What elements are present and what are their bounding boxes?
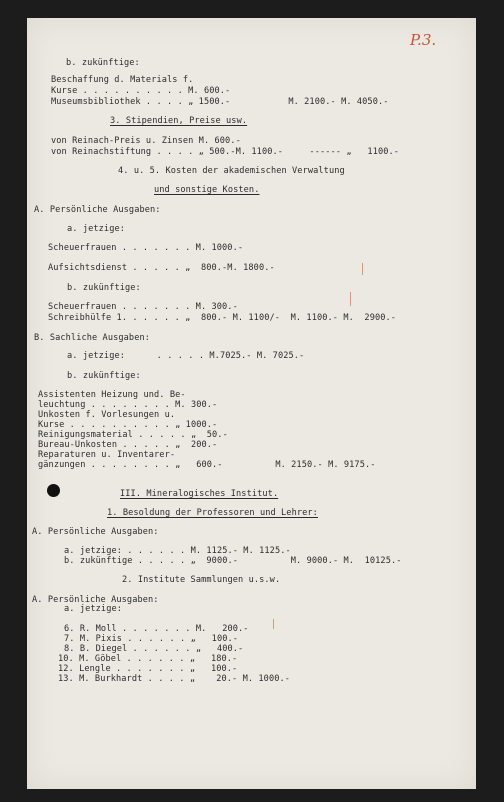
text-line: 6. R. Moll . . . . . . . M. 200.- (64, 624, 249, 634)
text-line: A. Persönliche Ausgaben: (32, 595, 159, 605)
text-line: Reparaturen u. Inventarer- (38, 450, 176, 460)
text-line: Unkosten f. Vorlesungen u. (38, 410, 176, 420)
pencil-mark (362, 263, 363, 275)
folio-number: P.3. (410, 31, 437, 49)
text-line: Beschaffung d. Materials f. (51, 75, 194, 85)
text-line: und sonstige Kosten. (154, 185, 260, 195)
pencil-mark (273, 619, 274, 629)
text-line: 1. Besoldung der Professoren und Lehrer: (107, 508, 318, 518)
text-line: leuchtung . . . . . . . . M. 300.- (38, 400, 218, 410)
text-line: b. zukünftige . . . . . „ 9000.- M. 9000.- M. 10125.- (64, 556, 402, 566)
text-line: 13. M. Burkhardt . . . . „ 20.- M. 1000.- (58, 674, 291, 684)
text-line: A. Persönliche Ausgaben: (34, 205, 161, 215)
text-line: Kurse . . . . . . . . . . M. 600.- (51, 86, 231, 96)
text-line: 7. M. Pixis . . . . . . „ 100.- (64, 634, 239, 644)
text-line: Schreibhülfe 1. . . . . . „ 800.- M. 1100/- M. 1100.- M. 2900.- (48, 313, 397, 323)
text-line: III. Mineralogisches Institut. (120, 489, 279, 499)
text-line: von Reinach-Preis u. Zinsen M. 600.- (51, 136, 241, 146)
text-line: a. jetzige: . . . . . M.7025.- M. 7025.- (67, 351, 305, 361)
text-line: B. Sachliche Ausgaben: (34, 333, 151, 343)
text-line: Kurse . . . . . . . . . . „ 1000.- (38, 420, 218, 430)
text-line: Reinigungsmaterial . . . . . „ 50.- (38, 430, 228, 440)
pencil-mark (350, 292, 351, 306)
text-line: A. Persönliche Ausgaben: (32, 527, 159, 537)
text-line: von Reinachstiftung . . . . „ 500.-M. 1100.- ------ „ 1100.- (51, 147, 400, 157)
text-line: 2. Institute Sammlungen u.s.w. (122, 575, 281, 585)
text-line: 12. Lengle . . . . . . . „ 100.- (58, 664, 238, 674)
text-line: 10. M. Göbel . . . . . . „ 180.- (58, 654, 238, 664)
text-line: 4. u. 5. Kosten der akademischen Verwaltung (118, 166, 345, 176)
text-line: a. jetzige: . . . . . . M. 1125.- M. 1125.- (64, 546, 291, 556)
text-line: Bureau-Unkosten . . . . . „ 200.- (38, 440, 218, 450)
text-line: 8. B. Diegel . . . . . . „ 400.- (64, 644, 244, 654)
text-line: gänzungen . . . . . . . . „ 600.- M. 2150.- M. 9175.- (38, 460, 376, 470)
text-line: Museumsbibliothek . . . . „ 1500.- M. 2100.- M. 4050.- (51, 97, 389, 107)
text-line: b. zukünftige: (67, 371, 141, 381)
text-line: b. zukünftige: (66, 58, 140, 68)
text-line: Assistenten Heizung und. Be- (38, 390, 186, 400)
text-line: Scheuerfrauen . . . . . . . M. 300.- (48, 302, 238, 312)
text-line: a. jetzige: (67, 224, 126, 234)
text-line: 3. Stipendien, Preise usw. (110, 116, 248, 126)
text-line: b. zukünftige: (67, 283, 141, 293)
text-line: Scheuerfrauen . . . . . . . M. 1000.- (48, 243, 244, 253)
text-line: a. jetzige: (64, 604, 123, 614)
text-line: Aufsichtsdienst . . . . . „ 800.-M. 1800.- (48, 263, 275, 273)
punch-hole (47, 484, 60, 497)
